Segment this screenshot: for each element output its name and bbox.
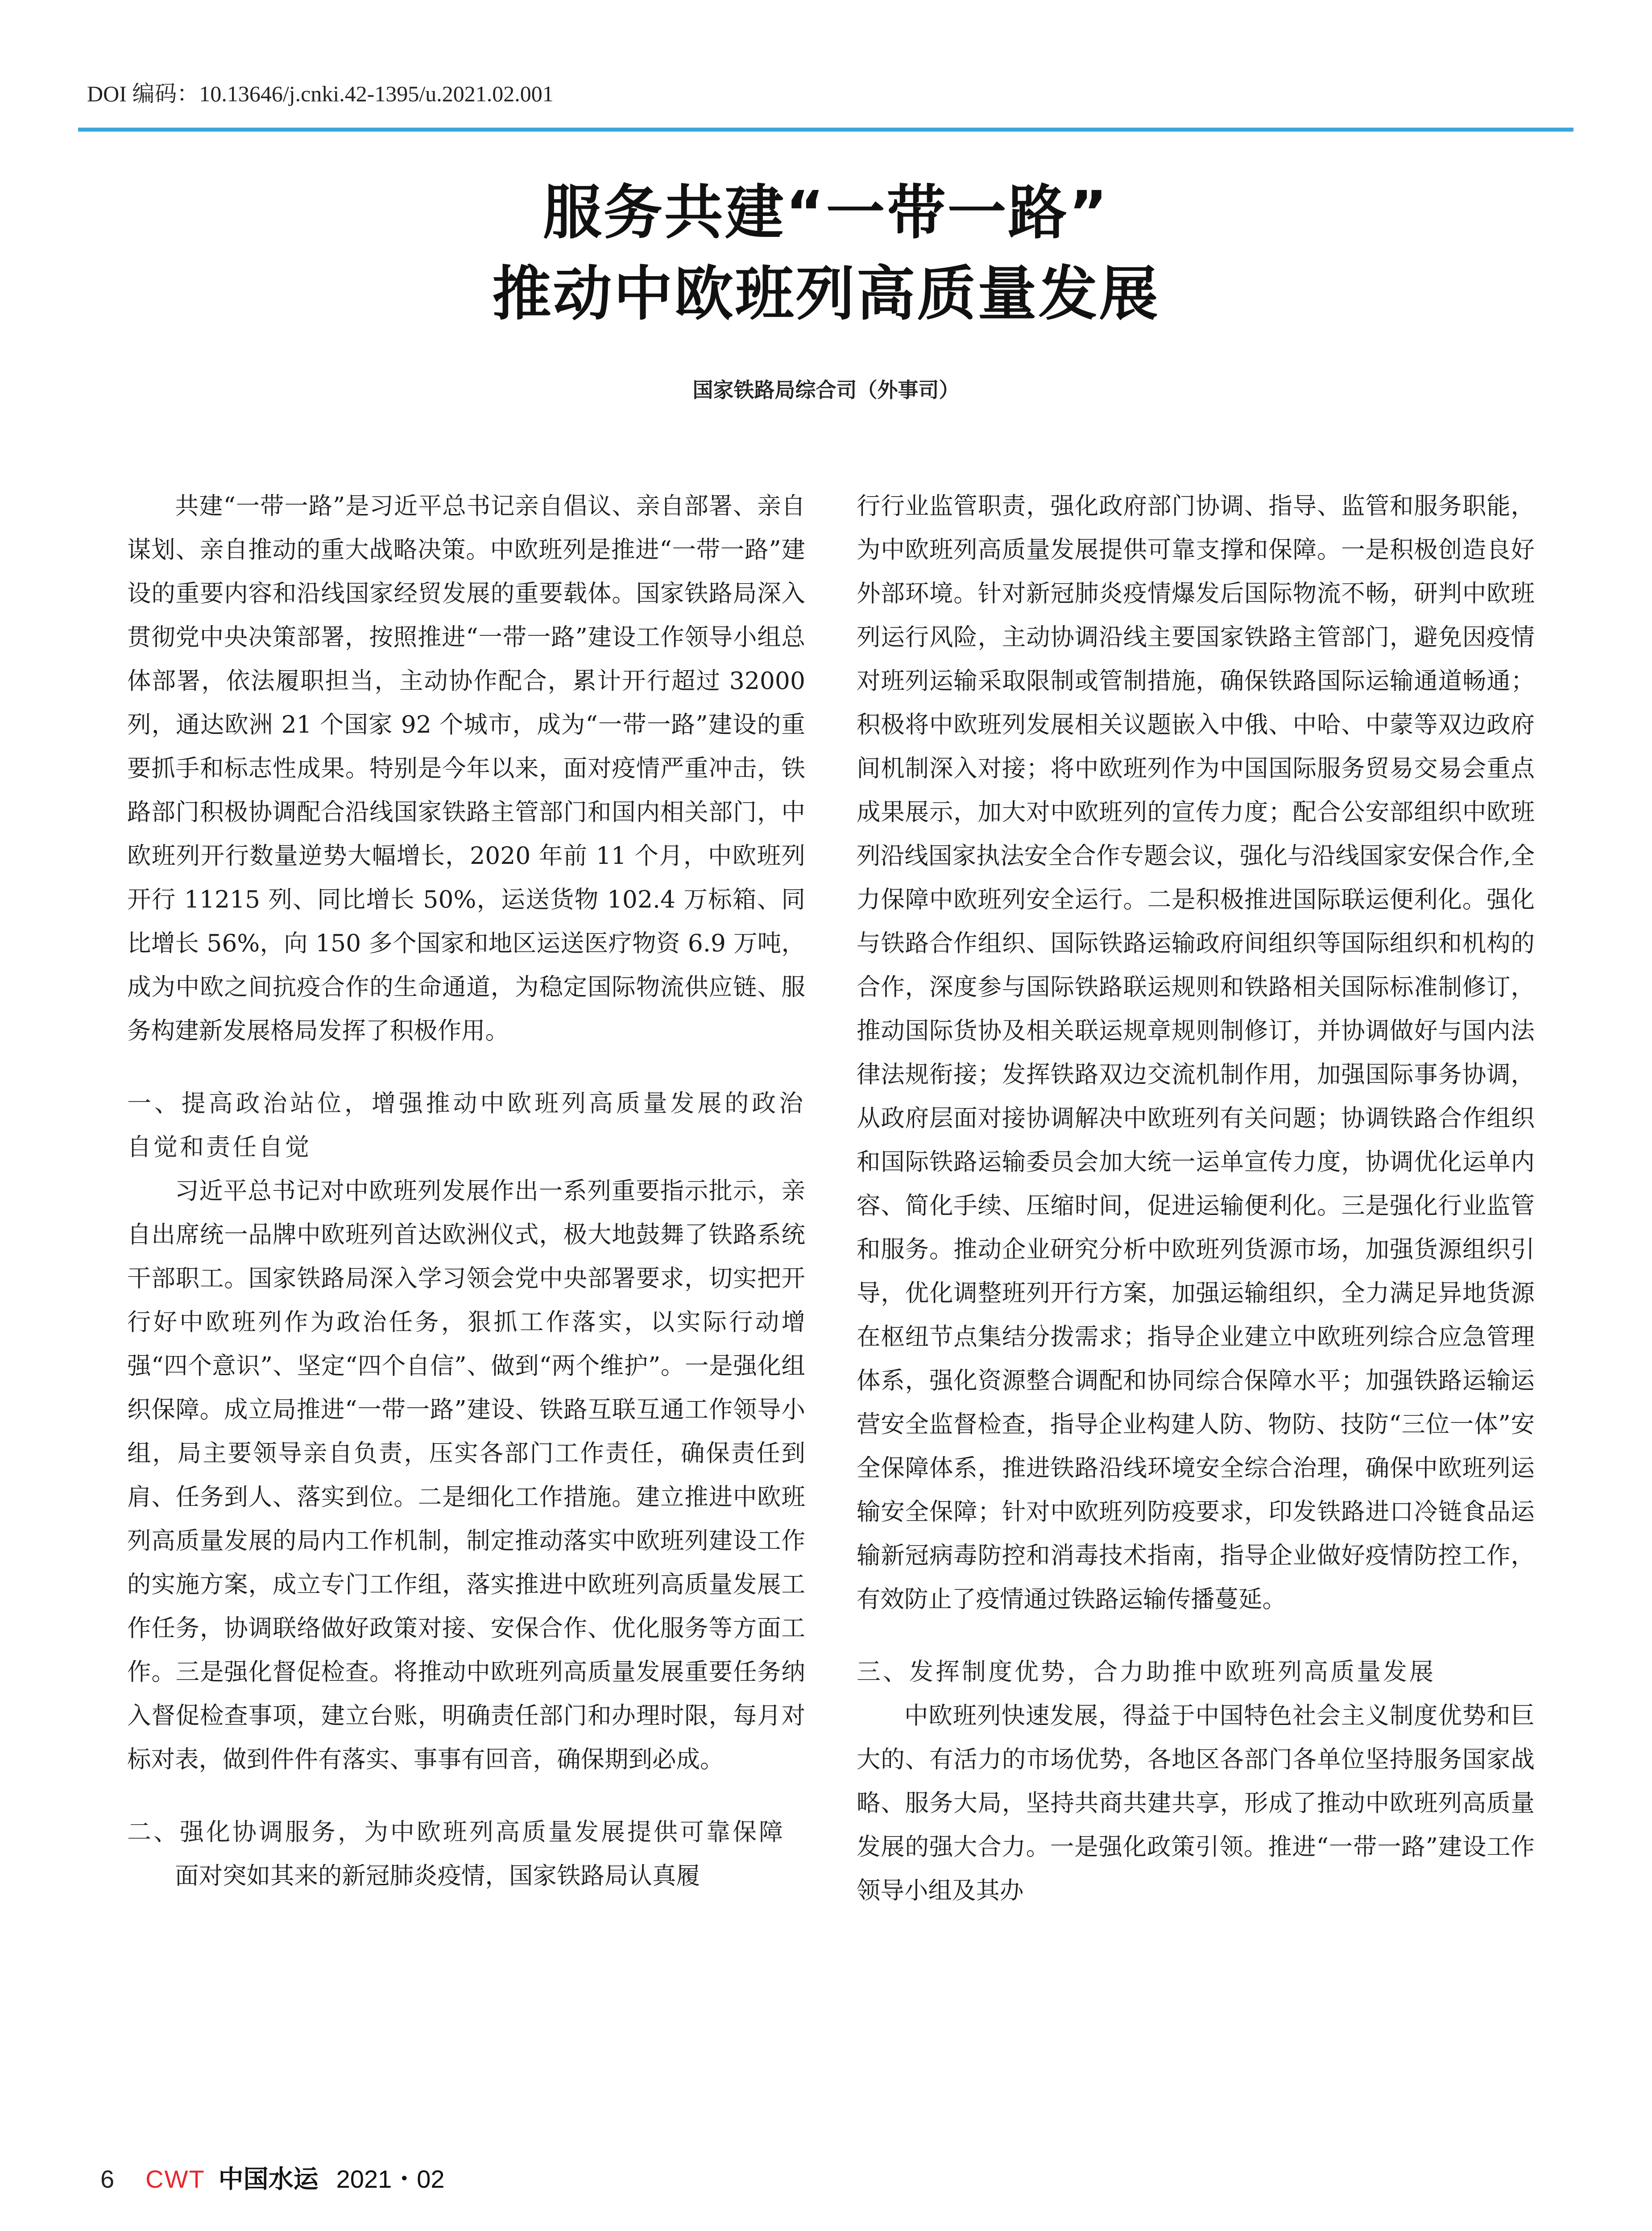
doi-code: DOI 编码：10.13646/j.cnki.42-1395/u.2021.02.001 [87, 81, 554, 106]
article-title-line2: 推动中欧班列高质量发展 [492, 260, 1160, 328]
section3-heading: 三、发挥制度优势，合力助推中欧班列高质量发展 [857, 1658, 1436, 1686]
section2-heading: 二、强化协调服务，为中欧班列高质量发展提供可靠保障 [127, 1818, 785, 1846]
magazine-logo: CWT [145, 2165, 205, 2193]
page-footer [100, 2160, 445, 2195]
section1-heading: 一、提高政治站位，增强推动中欧班列高质量发展的政治自觉和责任自觉 [127, 1089, 805, 1161]
left-column [127, 484, 805, 1898]
magazine-name: 中国水运 [218, 2165, 319, 2194]
section2-paragraph-continued: 行行业监管职责，强化政府部门协调、指导、监管和服务职能，为中欧班列高质量发展提供可靠支撑和保障。一是积极创造良好外部环境。针对新冠肺炎疫情爆发后国际物流不畅，研判中欧班列运行风险，主动协调沿线主要国家铁路主管部门，避免因疫情对班列运输采取限制或管制措施，确保铁路国际运输通道畅通；积极将中欧班列发展相关议题嵌入中俄、中哈、中蒙等双边政府间机制深入对接；将中欧班列作为中国国际服务贸易交易会重点成果展示，加大对中欧班列的宣传力度；配合公安部组织中欧班列沿线国家执法安全合作专题会议，强化与沿线国家安保合作,全力保障中欧班列安全运行。二是积极推进国际联运便利化。强化与铁路合作组织、国际铁路运输政府间组织等国际组织和机构的合作，深度参与国际铁路联运规则和铁路相关国际标准制修订，推动国际货协及相关联运规章规则制修订，并协调做好与国内法律法规衔接；发挥铁路双边交流机制作用，加强国际事务协调，从政府层面对接协调解决中欧班列有关问题；协调铁路合作组织和国际铁路运输委员会加大统一运单宣传力度，协调优化运单内容、简化手续、压缩时间，促进运输便利化。三是强化行业监管和服务。推动企业研究分析中欧班列货源市场，加强货源组织引导，优化调整班列开行方案，加强运输组织，全力满足异地货源在枢纽节点集结分拨需求；指导企业建立中欧班列综合应急管理体系，强化资源整合调配和协同综合保障水平；加强铁路运输运营安全监督检查，指导企业构建人防、物防、技防“三位一体”安全保障体系，推进铁路沿线环境安全综合治理，确保中欧班列运输安全保障；针对中欧班列防疫要求，印发铁路进口冷链食品运输新冠病毒防控和消毒技术指南，指导企业做好疫情防控工作，有效防止了疫情通过铁路运输传播蔓延。 [857, 492, 1535, 1613]
section3-paragraph: 中欧班列快速发展，得益于中国特色社会主义制度优势和巨大的、有活力的市场优势，各地区各部门各单位坚持服务国家战略、服务大局，坚持共商共建共享，形成了推动中欧班列高质量发展的强大合力。一是强化政策引领。推进“一带一路”建设工作领导小组及其办 [857, 1701, 1535, 1904]
issue-number: 2021・02 [336, 2165, 445, 2193]
section2-paragraph-start: 面对突如其来的新冠肺炎疫情，国家铁路局认真履 [175, 1862, 700, 1890]
page-number: 6 [100, 2165, 115, 2193]
header-rule [78, 128, 1573, 132]
article-author: 国家铁路局综合司（外事司） [692, 378, 960, 402]
section1-paragraph: 习近平总书记对中欧班列发展作出一系列重要指示批示，亲自出席统一品牌中欧班列首达欧洲仪式，极大地鼓舞了铁路系统干部职工。国家铁路局深入学习领会党中央部署要求，切实把开行好中欧班列作为政治任务，狠抓工作落实，以实际行动增强“四个意识”、坚定“四个自信”、做到“两个维护”。一是强化组织保障。成立局推进“一带一路”建设、铁路互联互通工作领导小组，局主要领导亲自负责，压实各部门工作责任，确保责任到肩、任务到人、落实到位。二是细化工作措施。建立推进中欧班列高质量发展的局内工作机制，制定推动落实中欧班列建设工作的实施方案，成立专门工作组，落实推进中欧班列高质量发展工作任务，协调联络做好政策对接、安保合作、优化服务等方面工作。三是强化督促检查。将推动中欧班列高质量发展重要任务纳入督促检查事项，建立台账，明确责任部门和办理时限，每月对标对表，做到件件有落实、事事有回音，确保期到必成。 [127, 1177, 805, 1773]
intro-paragraph: 共建“一带一路”是习近平总书记亲自倡议、亲自部署、亲自谋划、亲自推动的重大战略决策。中欧班列是推进“一带一路”建设的重要内容和沿线国家经贸发展的重要载体。国家铁路局深入贯彻党中央决策部署，按照推进“一带一路”建设工作领导小组总体部署，依法履职担当，主动协作配合，累计开行超过 32000 列，通达欧洲 21 个国家 92 个城市，成为“一带一路”建设的重要抓手和标志性成果。特别是今年以来，面对疫情严重冲击，铁路部门积极协调配合沿线国家铁路主管部门和国内相关部门，中欧班列开行数量逆势大幅增长，2020 年前 11 个月，中欧班列开行 11215 列、同比增长 50%，运送货物 102.4 万标箱、同比增长 56%，向 150 多个国家和地区运送医疗物资 6.9 万吨，成为中欧之间抗疫合作的生命通道，为稳定国际物流供应链、服务构建新发展格局发挥了积极作用。 [127, 492, 805, 1045]
article-title-line1: 服务共建“一带一路” [542, 178, 1110, 247]
right-column [857, 484, 1535, 1912]
